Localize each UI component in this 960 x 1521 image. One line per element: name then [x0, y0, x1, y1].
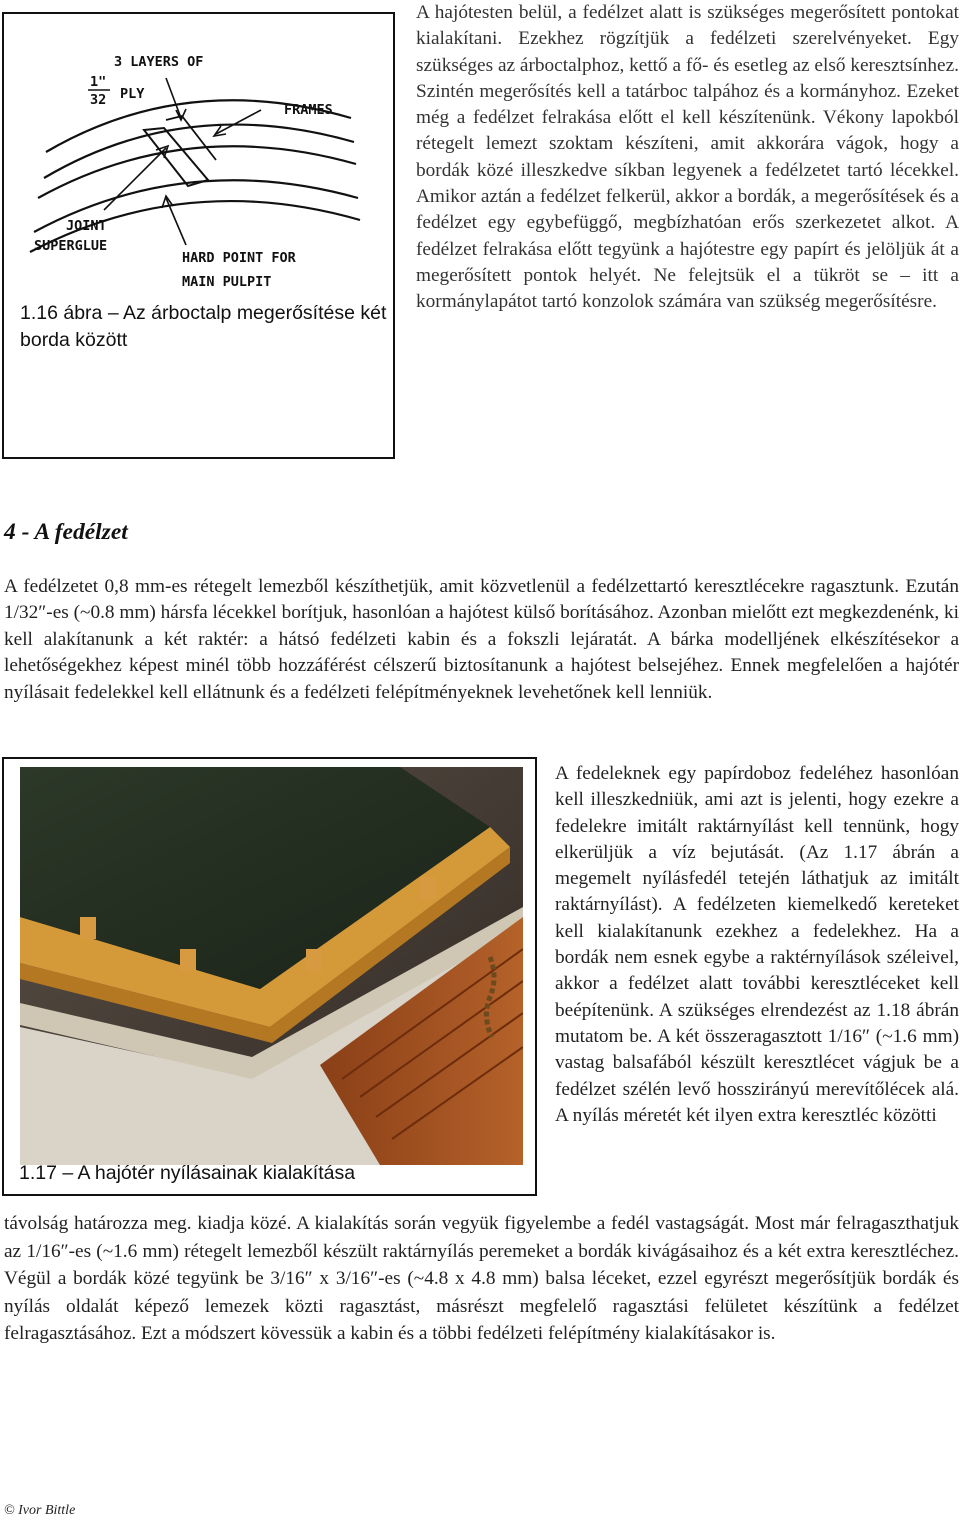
reinforcement-sketch [16, 30, 386, 298]
section-heading: 4 - A fedélzet [4, 519, 128, 545]
label-superglue: SUPERGLUE [34, 238, 108, 254]
label-frac-den: 32 [90, 92, 107, 108]
paragraph-reinforcement [416, 0, 959, 316]
label-ply: PLY [120, 86, 145, 102]
label-joint: JOINT [66, 218, 107, 234]
label-frames: FRAMES [284, 102, 333, 118]
paragraph-hatch-continuation: távolság határozza meg. kiadja közé. A kialakítás során vegyük figyelembe a fedél vastagságát. Most már felragaszthatjuk az 1/16″-es (~1.6 mm) rétegelt lemezből készült raktárnyílás peremeket a bordák kivágásaihoz és a két extra keresztléchez. Végül a bordák közé tegyünk be 3/16″ x 3/16″-es (~4.8 x 4.8 mm) balsa léceket, ezzel egyrészt megerősítjük bordák és nyílás oldalát képező lemezek közti ragasztást, másrészt megfelelő ragasztási felületet készítünk a fedélzet felragasztásához. Ezt a módszert kövessük a kabin és a többi fedélzeti felépítmény kialakításakor is. [4, 1213, 959, 1344]
hatch-photo [20, 767, 523, 1165]
copyright-footer: © Ivor Bittle [4, 1503, 76, 1518]
figure-1-16-caption: 1.16 ábra – Az árboctalp megerősítése két borda között [20, 302, 387, 351]
paragraph-deck-intro: A fedélzetet 0,8 mm-es rétegelt lemezből készíthetjük, amit közvetlenül a fedélzettartó keresztlécekre ragasztunk. Ezután 1/32″-es (~0.8 mm) hársfa lécekkel borítjuk, hasonlóan a hajótest külső borításához. Azonban mielőtt ezt megkezdenénk, ki kell alakítanunk a két raktér: a hátsó fedélzeti kabin és a fokszli lejáratát. A bárka modelljének elkészítésekor a lehetőségekhez képest minél több hozzáférést célszerű biztosítanunk a hajótest belsejéhez. Ennek megfelelően a hajótér nyílásait fedelekkel kell ellátnunk és a fedélzeti felépítményeknek levehetőnek kell lenniük. [4, 576, 959, 703]
paragraph-hatch-covers: A fedeleknek egy papírdoboz fedeléhez hasonlóan kell illeszkedniük, ami azt is jelenti, hogy ezekre a fedelekre imitált raktárnyílást kell tennünk, hogy elkerüljük a víz bejutását. (Az 1.17 ábrán a megemelt nyílásfedél tetején láthatjuk az imitált raktárnyílást). A fedélzeten kiemelkedő kereteket kell kialakítanunk ezekhez a fedelekhez. Ha a bordák nem esnek egybe a raktérnyílások széleivel, akkor a fedélzet alatt további keresztléceket kell beépítenünk. A szükséges elrendezést az 1.18 ábrán mutatom be. A két összeragasztott 1/16″ (~1.6 mm) vastag balsafából készült keresztlécet vágjuk be a fedélzet szélén levő hosszirányú merevítőlécek alá. A nyílás méretét két ilyen extra keresztléc közötti [555, 763, 959, 1126]
figure-1-16 [2, 12, 395, 459]
label-main-pulpit: MAIN PULPIT [182, 274, 272, 290]
label-layers: 3 LAYERS OF [114, 54, 204, 70]
label-hard-point: HARD POINT FOR [182, 250, 296, 266]
figure-1-17-caption: 1.17 – A hajótér nyílásainak kialakítása [19, 1162, 356, 1184]
label-frac-num: 1" [90, 74, 107, 90]
paragraph-1-text: A hajótesten belül, a fedélzet alatt is szükséges megerősített pontokat kialakítani. Ezekhez rögzítjük a fedélzeti szerelvényeket. Egy szükséges az árboctalphoz, kettő a fő- és esetleg az első keresztsínhez. Szintén megerősítés kell a tatárboc talpához és a kormányhoz. Ezeket még a fedélzet felrakása előtt el kell készítenünk. Vékony lapokból rétegelt lemezt szoktam készíteni, amit akkorára vágok, hogy a bordák közé illeszkedve síkban legyenek a fedélzetet tartó lécekkel. Amikor aztán a fedélzet felkerül, akkor a bordák, a megerősítések és a fedélzet egy egybefüggő, megbízhatóan erős szerkezetet alkot. A fedélzet felrakása előtt tegyünk a hajótestre egy papírt és jelöljük át a megerősített pontok helyét. Ne felejtsük el a tükröt se – itt a kormánylapátot tartó konzolok számára van szükség megerősítésre. [416, 2, 959, 313]
figure-1-17 [2, 757, 537, 1196]
